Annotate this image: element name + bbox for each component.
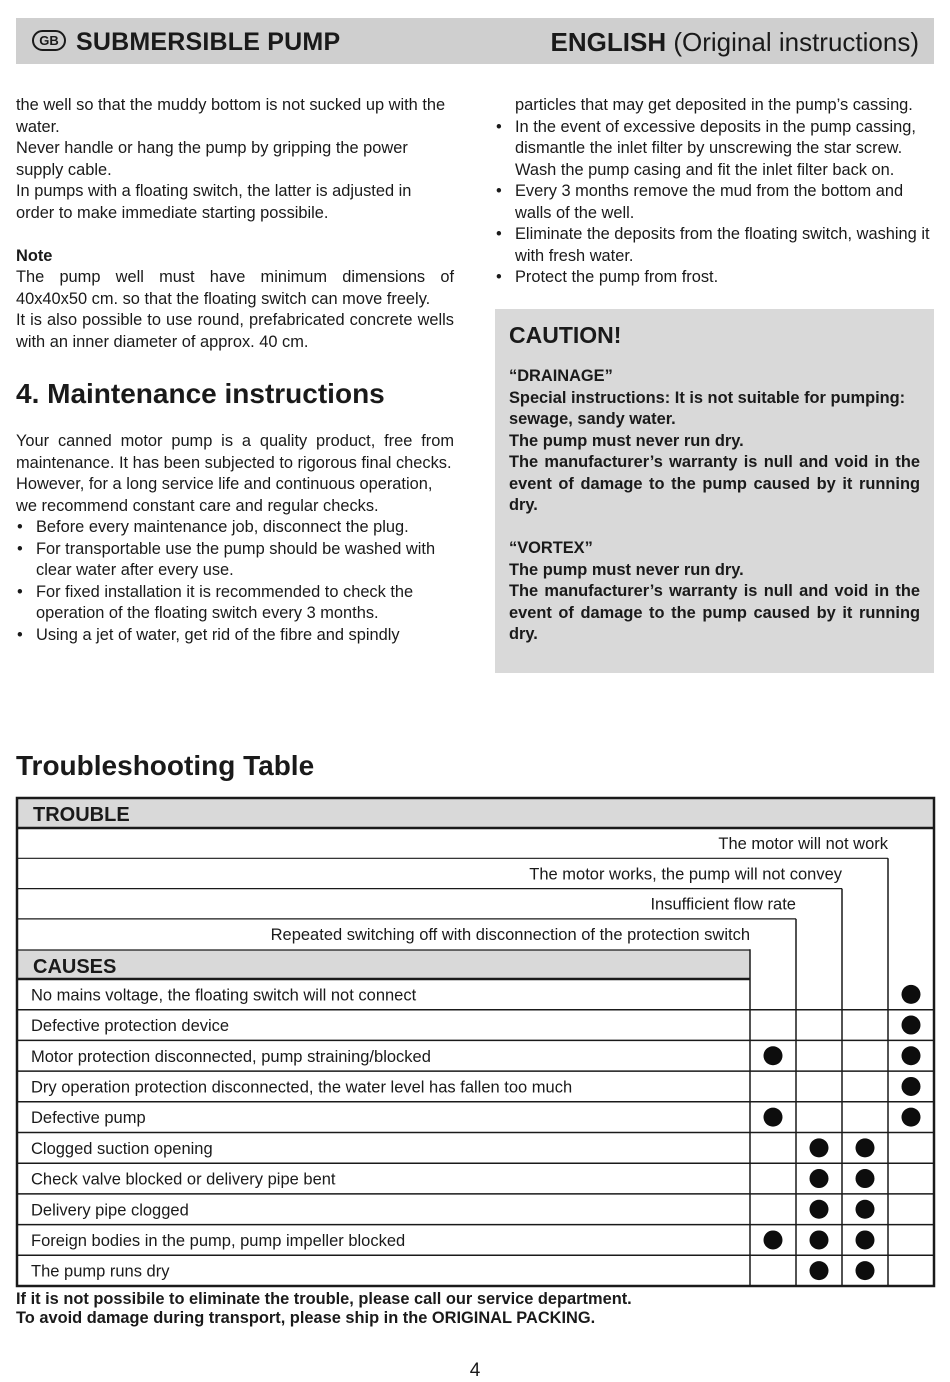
paragraph: Never handle or hang the pump by gripping the power supply cable. [16,139,408,179]
trouble-label: The motor will not work [718,835,888,853]
table-row [31,1169,875,1189]
maintenance-list-continued [495,117,935,289]
paragraph: It is also possible to use round, prefabricated concrete wells with an inner diameter of approx. 40 cm. [16,311,454,351]
list-item: • Using a jet of water, get rid of the fibre and spindly [16,625,454,647]
caution-text: The pump must never run dry. [509,560,744,579]
maintenance-list [16,517,454,646]
cause-label: The pump runs dry [31,1262,170,1281]
table-row [31,1077,921,1097]
trouble-label: Insufficient flow rate [650,895,796,914]
language-name: ENGLISH [550,27,667,57]
caution-box [495,309,934,673]
table-row [31,1046,921,1066]
country-badge: GB [32,30,66,51]
mark-dot [810,1138,829,1157]
mark-dot [902,1046,921,1065]
caution-title: CAUTION! [509,322,622,348]
document-title: SUBMERSIBLE PUMP [76,28,341,56]
mark-dot [856,1230,875,1249]
paragraph: the well so that the muddy bottom is not sucked up with the water. [16,96,446,136]
caution-text: The manufacturer’s warranty is null and void in the event of damage to the pump caused by it running dry. [509,453,920,514]
cause-label: Defective protection device [31,1017,230,1036]
language-label [551,27,919,58]
causes-label: CAUSES [33,956,117,978]
paragraph: The pump well must have minimum dimensions of 40x40x50 cm. so that the floating switch can move freely. [16,268,454,308]
service-note-line: To avoid damage during transport, please ship in the ORIGINAL PACKING. [16,1308,596,1327]
table-row [31,1200,875,1220]
paragraph: However, for a long service life and continuous operation, we recommend constant care and regular checks. [16,475,433,515]
note-title: Note [16,246,53,265]
mark-dot [902,1016,921,1035]
caution-text: Special instructions: It is not suitable for pumping: sewage, sandy water. [509,388,906,428]
paragraph: Your canned motor pump is a quality product, free from maintenance. It has been subjected to rigorous final checks. [16,432,454,472]
mark-dot [902,985,921,1004]
list-item: • Eliminate the deposits from the floating switch, washing it with fresh water. [495,224,935,267]
caution-text: The pump must never run dry. [509,431,744,450]
mark-dot [810,1200,829,1219]
mark-dot [856,1169,875,1188]
table-row [31,1108,921,1128]
mark-dot [856,1138,875,1157]
cause-label: Defective pump [31,1109,146,1128]
cause-label: No mains voltage, the floating switch will not connect [31,986,417,1005]
cause-label: Clogged suction opening [31,1139,213,1158]
cause-label: Dry operation protection disconnected, the water level has fallen too much [31,1078,573,1097]
mark-dot [810,1261,829,1280]
table-row [31,1138,875,1158]
cause-label: Motor protection disconnected, pump straining/blocked [31,1047,431,1066]
trouble-label: The motor works, the pump will not convey [529,865,842,884]
table-row [31,985,921,1005]
mark-dot [810,1230,829,1249]
service-note [16,1290,632,1327]
list-item: • Every 3 months remove the mud from the bottom and walls of the well. [495,181,935,224]
table-row [31,1016,921,1036]
cause-label: Foreign bodies in the pump, pump impeller blocked [31,1231,406,1250]
right-column [495,95,935,289]
troubleshooting-title: Troubleshooting Table [16,750,315,781]
list-item: • Before every maintenance job, disconnect the plug. [16,517,454,539]
page-number: 4 [469,1360,481,1381]
paragraph: In pumps with a floating switch, the latter is adjusted in order to make immediate starting possibile. [16,182,412,222]
language-note: (Original instructions) [673,27,919,57]
section-heading: 4. Maintenance instructions [16,378,385,409]
mark-dot [764,1108,783,1127]
causes-header-band [17,950,750,979]
mark-dot [810,1169,829,1188]
list-item: • In the event of excessive deposits in the pump cassing, dismantle the inlet filter by unscrewing the star screw. Wash the pump casing and fit the inlet filter back on. [495,117,935,182]
paragraph: particles that may get deposited in the pump’s cassing. [515,96,913,114]
table-row [31,1261,875,1281]
mark-dot [764,1230,783,1249]
trouble-label: Repeated switching off with disconnection of the protection switch [270,925,750,944]
left-column [16,95,454,646]
list-item: • For transportable use the pump should be washed with clear water after every use. [16,539,454,582]
caution-label: “VORTEX” [509,539,593,557]
list-item: • For fixed installation it is recommended to check the operation of the floating switch every 3 months. [16,582,454,625]
page-header [16,18,934,64]
troubleshooting-table [0,790,950,1290]
mark-dot [856,1261,875,1280]
cause-label: Check valve blocked or delivery pipe bent [31,1170,336,1189]
trouble-label: TROUBLE [33,804,130,826]
table-row [31,1230,875,1250]
mark-dot [902,1077,921,1096]
trouble-header-band [17,798,934,827]
list-item: • Protect the pump from frost. [495,267,935,289]
service-note-line: If it is not possibile to eliminate the trouble, please call our service department. [16,1290,632,1308]
mark-dot [764,1046,783,1065]
caution-text: The manufacturer’s warranty is null and void in the event of damage to the pump caused by it running dry. [509,582,920,643]
mark-dot [902,1108,921,1127]
cause-label: Delivery pipe clogged [31,1201,189,1220]
mark-dot [856,1200,875,1219]
caution-label: “DRAINAGE” [509,367,613,385]
